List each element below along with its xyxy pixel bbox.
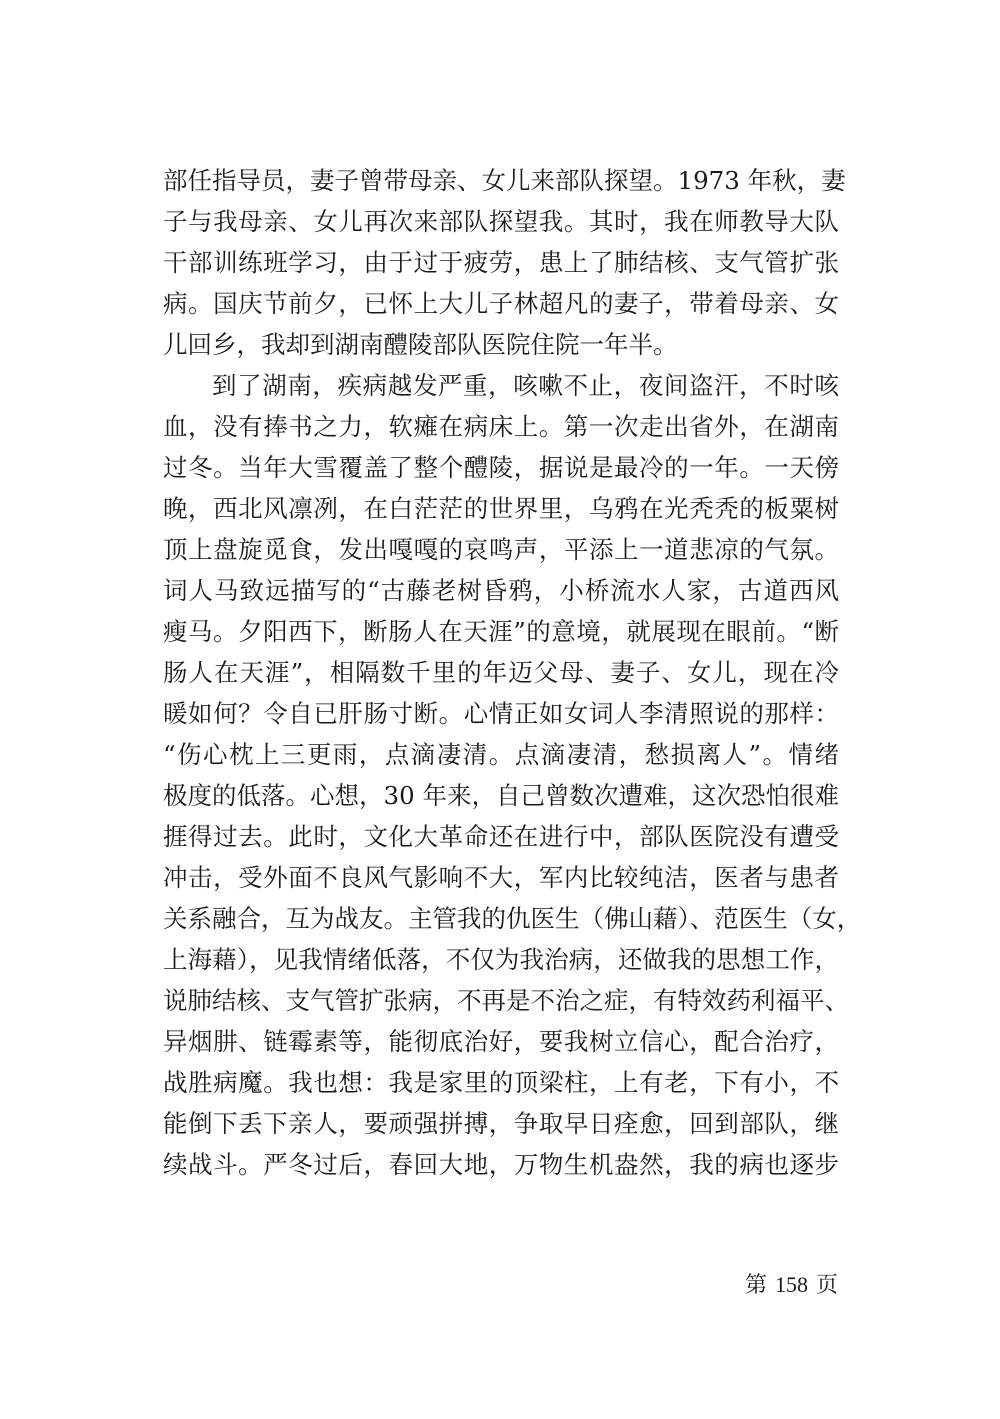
page-body bbox=[163, 160, 862, 1185]
text-line: 瘦马。夕阳西下，断肠人在天涯”的意境，就展现在眼前。“断 bbox=[163, 617, 839, 646]
paragraph-1 bbox=[163, 160, 846, 365]
text-line: 异烟肼、链霉素等，能彻底治好，要我树立信心，配合治疗， bbox=[163, 1027, 839, 1056]
text-line: 续战斗。严冬过后，春回大地，万物生机盎然，我的病也逐步 bbox=[163, 1150, 839, 1179]
text-line: 暖如何？令自已肝肠寸断。心情正如女词人李清照说的那样： bbox=[163, 699, 839, 728]
page-number-suffix: 页 bbox=[815, 1273, 838, 1298]
page-number bbox=[745, 1270, 838, 1301]
text-line: 到了湖南，疾病越发严重，咳嗽不止，夜间盗汗，不时咳 bbox=[212, 371, 839, 400]
page-number-prefix: 第 bbox=[744, 1273, 767, 1298]
text-line: 肠人在天涯”，相隔数千里的年迈父母、妻子、女儿，现在冷 bbox=[163, 658, 839, 687]
page-number-value: 158 bbox=[774, 1272, 808, 1297]
text-line: 血，没有捧书之力，软瘫在病床上。第一次走出省外，在湖南 bbox=[163, 412, 839, 441]
text-line: 部任指导员，妻子曾带母亲、女儿来部队探望。1973 年秋，妻 bbox=[163, 166, 846, 195]
text-line: 冲击，受外面不良风气影响不大，军内比较纯洁，医者与患者 bbox=[163, 863, 839, 892]
text-line: 上海藉），见我情绪低落，不仅为我治病，还做我的思想工作， bbox=[163, 945, 839, 974]
text-line: 过冬。当年大雪覆盖了整个醴陵，据说是最冷的一年。一天傍 bbox=[163, 453, 839, 482]
text-line: 词人马致远描写的“古藤老树昏鸦，小桥流水人家，古道西风 bbox=[163, 576, 839, 605]
text-line: 极度的低落。心想，30 年来，自己曾数次遭难，这次恐怕很难 bbox=[163, 781, 839, 810]
text-line: “伤心枕上三更雨，点滴凄清。点滴凄清，愁损离人”。情绪 bbox=[163, 740, 839, 769]
text-line: 儿回乡，我却到湖南醴陵部队医院住院一年半。 bbox=[163, 330, 678, 359]
text-line: 病。国庆节前夕，已怀上大儿子林超凡的妻子，带着母亲、女 bbox=[163, 289, 839, 318]
text-line: 子与我母亲、女儿再次来部队探望我。其时，我在师教导大队 bbox=[163, 207, 839, 236]
paragraph-2 bbox=[163, 365, 862, 1185]
text-line: 晚，西北风凛冽，在白茫茫的世界里，乌鸦在光秃秃的板粟树 bbox=[163, 494, 839, 523]
text-line: 说肺结核、支气管扩张病，不再是不治之症，有特效药利福平、 bbox=[163, 986, 849, 1015]
text-line: 能倒下丢下亲人，要顽强拼搏，争取早日痊愈，回到部队，继 bbox=[163, 1109, 839, 1138]
text-line: 关系融合，互为战友。主管我的仇医生（佛山藉）、范医生（女， bbox=[163, 904, 862, 933]
text-line: 顶上盘旋觅食，发出嘎嘎的哀鸣声，平添上一道悲凉的气氛。 bbox=[163, 535, 839, 564]
text-line: 战胜病魔。我也想：我是家里的顶梁柱，上有老，下有小，不 bbox=[163, 1068, 839, 1097]
text-line: 干部训练班学习，由于过于疲劳，患上了肺结核、支气管扩张 bbox=[163, 248, 839, 277]
text-line: 捱得过去。此时，文化大革命还在进行中，部队医院没有遭受 bbox=[163, 822, 839, 851]
